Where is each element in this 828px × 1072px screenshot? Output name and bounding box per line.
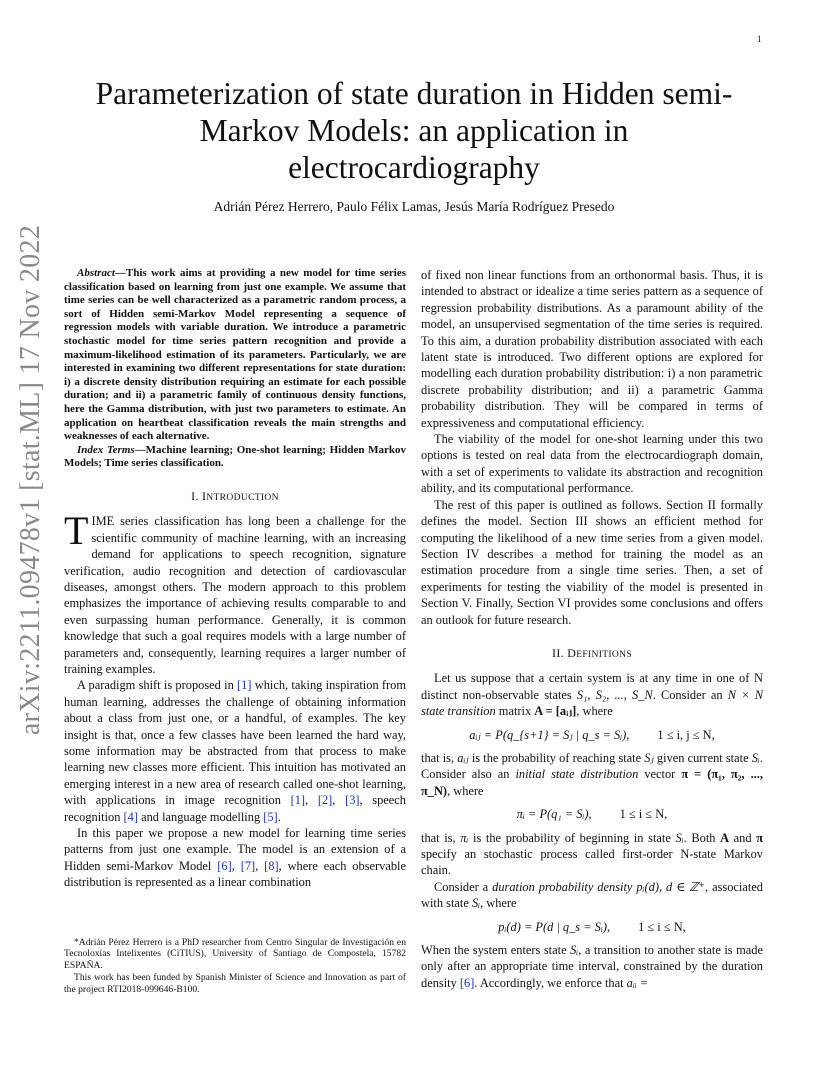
footnotes (64, 937, 406, 996)
citation-link[interactable]: [6] (217, 858, 232, 873)
right-column (421, 267, 763, 991)
footnote-author: *Adrián Pérez Herrero is a PhD researcher from Centro Singular de Investigación en Tecnoloxías Intelixentes (CiTIUS), University of Santiago de Compostela, 15782 ESPAÑA. (64, 937, 406, 971)
section-heading-introduction: I. INTRODUCTION (191, 488, 279, 503)
footnote-funding: This work has been funded by Spanish Minister of Science and Innovation as part of the project RTI2018-099646-B100. (64, 972, 406, 995)
definitions-paragraph-4: Consider a duration probability density pᵢ(d), d ∈ ℤ⁺, associated with state Sᵢ, where (421, 879, 763, 911)
equation-duration: pᵢ(d) = P(d | q_s = Sᵢ), 1 ≤ i ≤ N, (498, 919, 686, 934)
equation-initial-state: πᵢ = P(q₁ = Sᵢ), 1 ≤ i ≤ N, (516, 807, 668, 822)
index-terms-label: Index Terms (77, 443, 135, 456)
intro-paragraph-2: A paradigm shift is proposed in [1] which, taking inspiration from human learning, addresses the challenge of obtaining information about a class from just one, or a handful, of examples. The key insight is that, once a few classes have been learned the hard way, some information may be abstracted from that process to make learning new classes more efficient. This intuition has motivated an emerging interest in a new area of research called one-shot learning, with applications in image recognition [1], [2], [3], speech recognition [4] and language modelling [5]. (64, 678, 406, 824)
left-column (64, 267, 406, 891)
citation-link[interactable]: [3] (345, 793, 360, 808)
section-heading-definitions: II. DEFINITIONS (552, 645, 632, 660)
right-paragraph-1: of fixed non linear functions from an orthonormal basis. Thus, it is intended to abstract or idealize a time series pattern as a sequence of regression probability distributions. As a paramount ability of the model, an unsupervised segmentation of the time series is required. To this aim, a duration probability distribution associated with each latent state is introduced. Two different options are explored for modelling each duration probability distribution: i) a non parametric discrete probability distribution; and ii) a parametric Gamma probability distribution. They will be compared in terms of expressiveness and computational efficiency. (421, 268, 763, 430)
paper-title: Parameterization of state duration in Hidden semi-Markov Models: an application in electrocardiography (95, 76, 733, 185)
intro-paragraph-3: In this paper we propose a new model for learning time series patterns from just one example. The model is an extension of a Hidden semi-Markov Model [6], [7], [8], where each observable distribution is represented as a linear combination (64, 826, 406, 890)
intro-paragraph-1: TIME series classification has long been a challenge for the scientific community of machine learning, with an increasing demand for applications to speech recognition, signature verification, audio recognition and detection of cardiovascular diseases, amongst others. The modern approach to this problem emphasizes the importance of achieving results comparable to and even surpassing human performance. Generally, it is common knowledge that such a goal requires models with a large number of parameters and, consequently, learning requires a larger number of training examples. (64, 508, 406, 676)
citation-link[interactable]: [1] (237, 678, 252, 693)
equation-transition: aᵢⱼ = P(q_{s+1} = Sⱼ | q_s = Sᵢ), 1 ≤ i, j ≤ N, (469, 727, 715, 742)
arxiv-stamp (10, 224, 52, 736)
definitions-paragraph-2: that is, aᵢⱼ is the probability of reaching state Sⱼ given current state Sᵢ. Consider also an initial state distribution vector π = (π₁, π₂, ..., π_N), where (421, 750, 763, 798)
drop-cap: T (64, 508, 89, 554)
citation-link[interactable]: [4] (123, 809, 138, 824)
citation-link[interactable]: [8] (264, 858, 279, 873)
arxiv-stamp-text: arXiv:2211.09478v1 [stat.ML] 17 Nov 2022 (15, 224, 46, 736)
index-terms-text: —Machine learning; One-shot learning; Hidden Markov Models; Time series classification. (64, 443, 407, 470)
definitions-paragraph-1: Let us suppose that a certain system is at any time in one of N distinct non-observable states S₁, S₂, ..., S_N. Consider an N × N state transition matrix A = [aᵢⱼ], where (421, 671, 764, 719)
definitions-paragraph-5: When the system enters state Sᵢ, a transition to another state is made only after an appropriate time interval, constrained by the duration density [6]. Accordingly, we enforce that aᵢᵢ = (421, 943, 763, 990)
right-paragraph-3: The rest of this paper is outlined as follows. Section II formally defines the model. Section III shows an efficient method for computing the likelihood of a new time series from a given model. Section IV describes a method for training the model as an estimation procedure from a single time series. Then, a set of experiments for testing the viability of the model is presented in Section V. Finally, Section VI provides some conclusions and offers an outlook for future research. (421, 497, 763, 627)
abstract-text: —This work aims at providing a new model for time series classification based on learning from just one example. We assume that time series can be well characterized as a parametric random process, a sort of Hidden semi-Markov Model representing a sequence of regression models with variable duration. We introduce a parametric stochastic model for time series pattern recognition and provide a maximum-likelihood estimation of its parameters. Particularly, we are interested in examining two different representations for state duration: i) a discrete density distribution requiring an estimate for each possible duration; and ii) a parametric family of continuous density functions, here the Gamma distribution, with just two parameters to estimate. An application on heartbeat classification reveals the main strengths and weaknesses of each alternative. (64, 267, 406, 443)
abstract-label: Abstract (77, 267, 115, 279)
paper-authors: Adrián Pérez Herrero, Paulo Félix Lamas, Jesús María Rodríguez Presedo (213, 199, 615, 214)
citation-link[interactable]: [1] (290, 793, 306, 808)
abstract (64, 267, 406, 444)
citation-link[interactable]: [6] (459, 975, 475, 990)
citation-link[interactable]: [7] (240, 858, 256, 873)
right-paragraph-2: The viability of the model for one-shot learning under this two options is tested on real data from the electrocardiograph domain, with a set of experiments to validate its abstraction and recognition ability, and its computational performance. (421, 432, 763, 496)
citation-link[interactable]: [5] (263, 809, 278, 824)
citation-link[interactable]: [2] (317, 793, 333, 808)
index-terms (64, 444, 406, 471)
definitions-paragraph-3: that is, πᵢ is the probability of beginning in state Sᵢ. Both A and π specify an stochastic process called first-order N-state Markov chain. (421, 830, 764, 878)
page-number: 1 (757, 34, 762, 44)
